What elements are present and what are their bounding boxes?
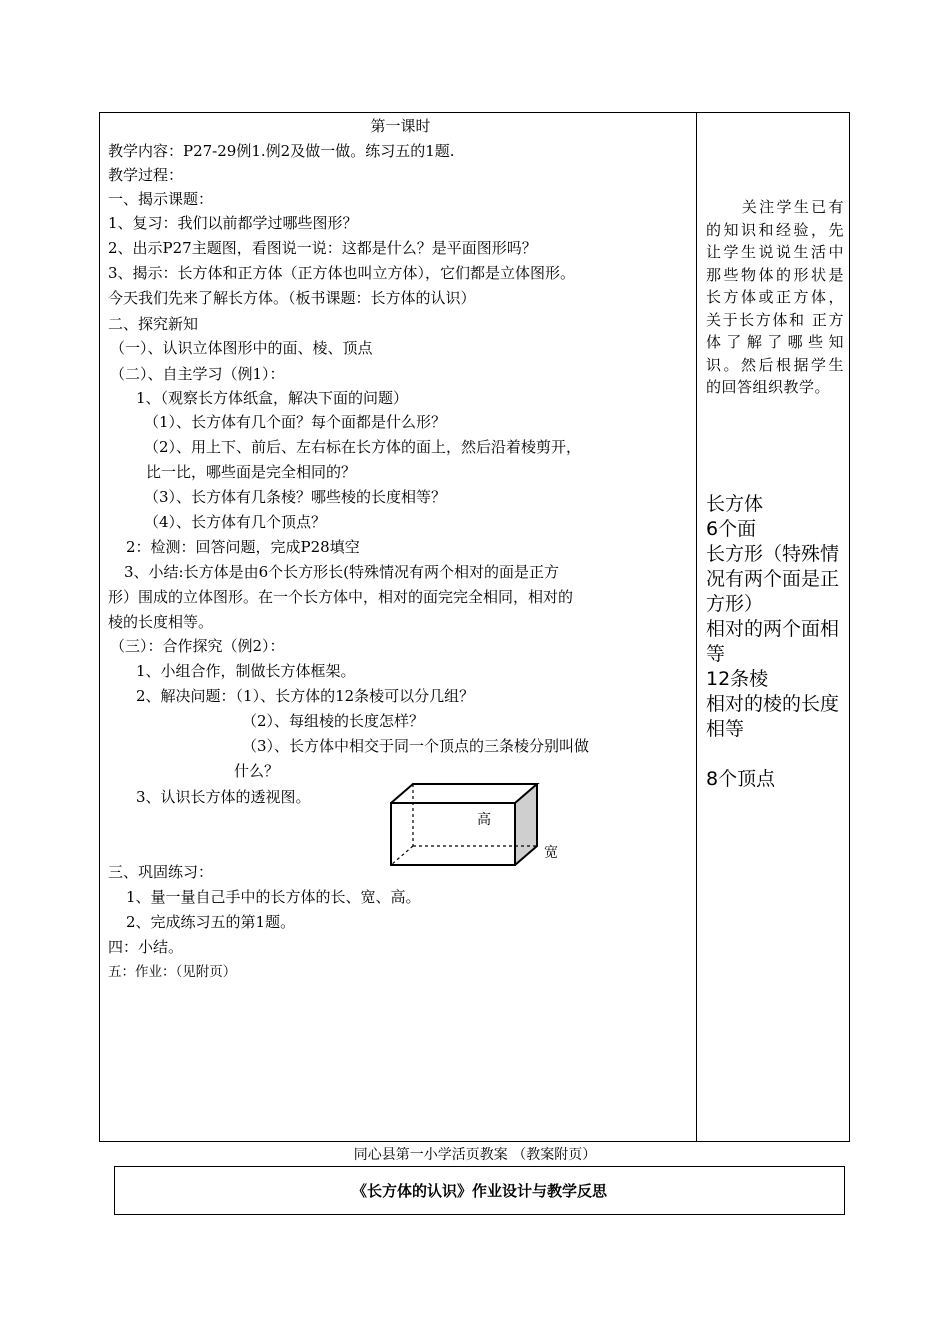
board-note: 长方体 bbox=[706, 493, 764, 515]
lesson-line: 今天我们先来了解长方体。（板书课题：长方体的认识） bbox=[108, 289, 476, 307]
lesson-line: 1、小组合作，制做长方体框架。 bbox=[136, 662, 356, 680]
board-notes bbox=[706, 492, 846, 792]
lesson-line: 形）围成的立体图形。在一个长方体中，相对的面完完全相同，相对的 bbox=[108, 588, 574, 606]
lesson-line: 3、揭示：长方体和正方体（正方体也叫立方体），它们都是立体图形。 bbox=[108, 264, 576, 282]
lesson-line: （二）、自主学习（例1）： bbox=[110, 365, 285, 383]
lesson-line: 三、巩固练习： bbox=[108, 863, 214, 881]
board-note: 6个面 bbox=[706, 518, 757, 540]
lesson-line: 什么？ bbox=[234, 762, 280, 780]
teaching-note bbox=[706, 196, 844, 399]
lesson-line: 2：检测：回答问题，完成P28填空 bbox=[126, 538, 360, 556]
lesson-line: （三）：合作探究（例2）： bbox=[110, 637, 285, 655]
column-divider bbox=[696, 112, 697, 1142]
lesson-line: （3）、长方体有几条棱？哪些棱的长度相等？ bbox=[144, 488, 447, 506]
lesson-line: （4）、长方体有几个顶点？ bbox=[144, 513, 327, 531]
board-note: 相对的两个面相等 bbox=[706, 618, 840, 665]
lesson-line: 1、量一量自己手中的长方体的长、宽、高。 bbox=[126, 888, 421, 906]
lesson-heading: 第一课时 bbox=[370, 117, 431, 135]
teaching-note-text: 关注学生已有的知识和经验，先让学生说说生活中那些物体的形状是长方体或正方体，关于长方体和 正方 体了解了哪些知识。然后根据学生的回答组织教学。 bbox=[706, 198, 844, 396]
lesson-line: 教学内容：P27-29例1.例2及做一做。练习五的1题. bbox=[108, 142, 455, 160]
lesson-line: 1、（观察长方体纸盒，解决下面的问题） bbox=[136, 389, 409, 407]
lesson-line: 2、解决问题：（1）、长方体的12条棱可以分几组？ bbox=[136, 687, 475, 705]
lesson-line: 3、认识长方体的透视图。 bbox=[136, 788, 311, 806]
lesson-line: （3）、长方体中相交于同一个顶点的三条棱分别叫做 bbox=[242, 737, 590, 755]
lesson-line: 四：小结。 bbox=[108, 938, 184, 956]
board-note bbox=[706, 742, 846, 767]
lesson-line: （2）、每组棱的长度怎样？ bbox=[242, 712, 425, 730]
height-label: 高 bbox=[477, 812, 491, 828]
lesson-line: （2）、用上下、前后、左右标在长方体的面上，然后沿着棱剪开， bbox=[144, 438, 582, 456]
cuboid-perspective-diagram bbox=[388, 782, 563, 868]
appendix-title: 《长方体的认识》作业设计与教学反思 bbox=[114, 1166, 845, 1215]
lesson-line: （一）、认识立体图形中的面、棱、顶点 bbox=[110, 339, 373, 357]
page-footer: 同心县第一小学活页教案 （教案附页） bbox=[353, 1147, 597, 1163]
board-note: 8个顶点 bbox=[706, 768, 776, 790]
lesson-line: 五：作业：（见附页） bbox=[108, 964, 237, 980]
side-face-shading bbox=[515, 784, 537, 865]
lesson-line: 教学过程： bbox=[108, 166, 184, 184]
board-note: 相对的棱的长度相等 bbox=[706, 693, 840, 740]
lesson-line: （1）、长方体有几个面？每个面都是什么形？ bbox=[144, 413, 447, 431]
lesson-line: 棱的长度相等。 bbox=[108, 613, 214, 631]
lesson-line: 二、探究新知 bbox=[108, 315, 199, 333]
lesson-line: 2、完成练习五的第1题。 bbox=[126, 913, 296, 931]
lesson-line: 一、揭示课题： bbox=[108, 190, 214, 208]
board-note: 12条棱 bbox=[706, 668, 769, 690]
lesson-line: 比一比，哪些面是完全相同的？ bbox=[146, 463, 357, 481]
board-note: 长方形（特殊情况有两个面是正方形） bbox=[706, 543, 840, 615]
width-label: 宽 bbox=[544, 845, 558, 861]
lesson-line: 1、复习：我们以前都学过哪些图形？ bbox=[108, 214, 358, 232]
lesson-line: 2、出示P27主题图，看图说一说：这都是什么？是平面图形吗？ bbox=[108, 239, 537, 257]
lesson-line: 3、小结:长方体是由6个长方形长(特殊情况有两个相对的面是正方 bbox=[124, 563, 559, 581]
